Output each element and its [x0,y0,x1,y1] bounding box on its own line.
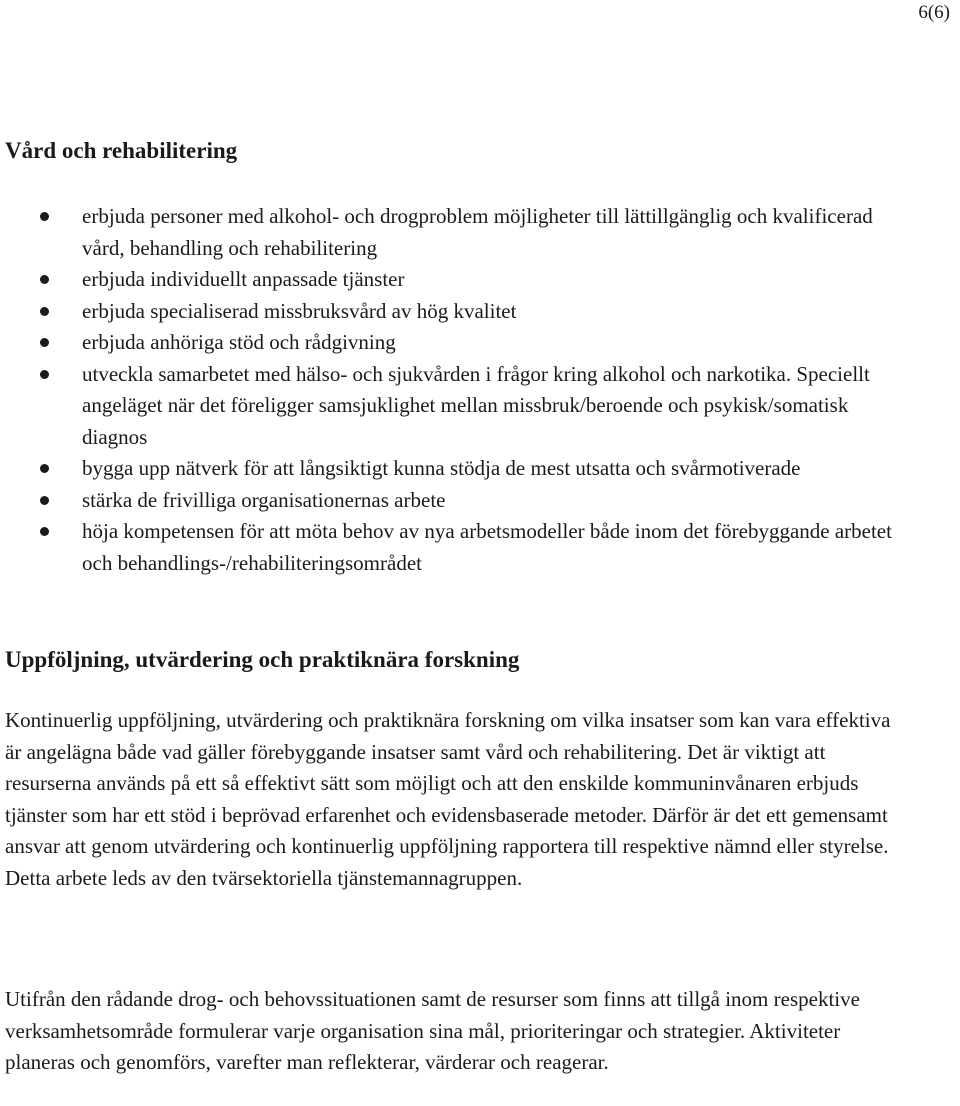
list-item-text: bygga upp nätverk för att långsiktigt kunna stödja de mest utsatta och svårmotiverade [82,456,801,480]
list-item-text: stärka de frivilliga organisationernas arbete [82,487,446,512]
list-item-text: utveckla samarbetet med hälso- och sjukvården i frågor kring alkohol och narkotika. Speciellt angeläget när det föreligger samsjuklighet mellan missbruk/beroende och psykisk/somatisk diagnos [82,361,870,449]
list-item [0,296,900,328]
list-item [0,359,900,454]
bullet-icon [40,212,49,221]
body-paragraph: Kontinuerlig uppföljning, utvärdering och praktiknära forskning om vilka insatser som kan vara effektiva är angelägna både vad gäller förebyggande insatser samt vård och rehabilitering. Det är viktigt att resurserna används på ett så effektivt sätt som möjligt och att den enskilde kommuninvånaren erbjuds tjänster som har ett stöd i beprövad erfarenhet och evidensbaserade metoder. Därför är det ett gemensamt ansvar att genom utvärdering och kontinuerlig uppföljning rapportera till respektive nämnd eller styrelse. Detta arbete leds av den tvärsektoriella tjänstemannagruppen. [5,708,891,890]
list-item-text: erbjuda personer med alkohol- och drogproblem möjligheter till lättillgänglig och kvalificerad vård, behandling och rehabilitering [82,204,873,260]
bullet-icon [40,338,49,347]
list-item-text: erbjuda specialiserad missbruksvård av hög kvalitet [82,298,517,323]
section-heading-uppfoljning: Uppföljning, utvärdering och praktiknära forskning [5,647,520,672]
bullet-icon [40,464,49,473]
bullet-icon [40,527,49,536]
bullet-icon [40,496,49,505]
section-heading-vard: Vård och rehabilitering [5,138,238,163]
list-item-text: erbjuda anhöriga stöd och rådgivning [82,330,396,354]
bullet-icon [40,275,49,284]
list-item-text: höja kompetensen för att möta behov av nya arbetsmodeller både inom det förebyggande arbetet och behandlings-/rehabiliteringsområdet [82,519,892,575]
list-item [0,485,900,517]
list-item [0,201,900,264]
list-item [0,516,900,579]
list-item-text: erbjuda individuellt anpassade tjänster [82,267,405,291]
bullet-icon [40,307,49,316]
bullet-icon [40,370,49,379]
list-item [0,327,900,359]
bullet-list [0,201,900,579]
list-item [0,453,900,485]
list-item [0,264,900,296]
page-number: 6(6) [918,2,950,23]
body-paragraph: Utifrån den rådande drog- och behovssituationen samt de resurser som finns att tillgå inom respektive verksamhetsområde formulerar varje organisation sina mål, prioriteringar och strategier. Aktiviteter planeras och genomförs, varefter man reflekterar, värderar och reagerar. [5,987,860,1074]
